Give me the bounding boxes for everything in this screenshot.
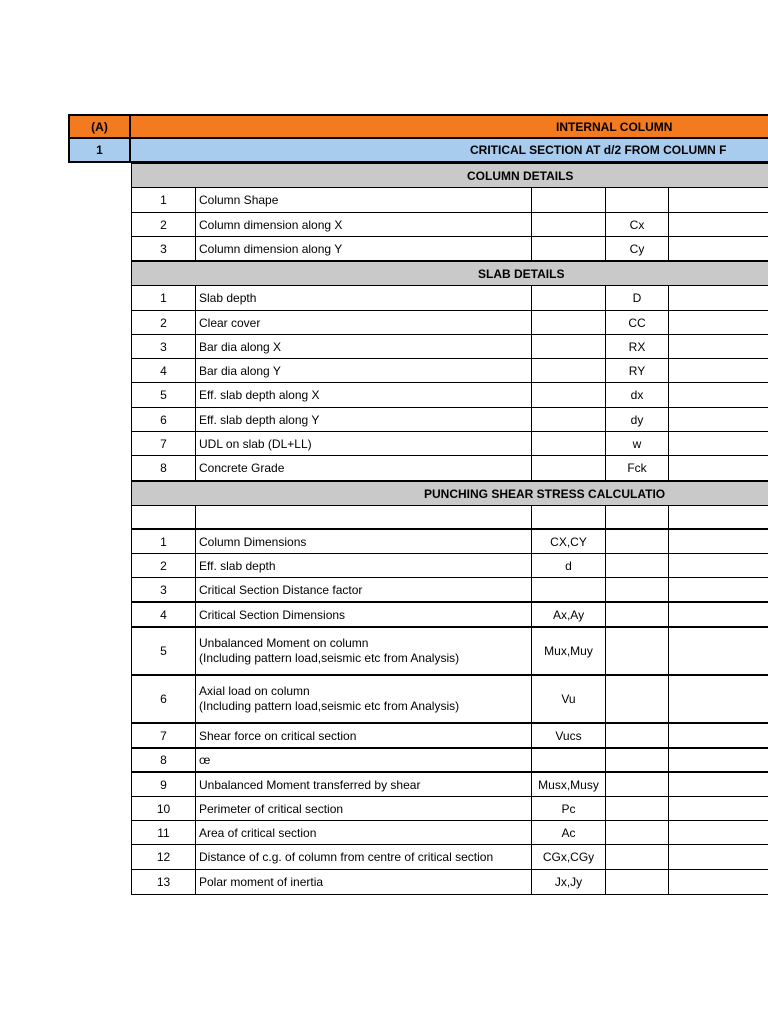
row-number[interactable]: 4 xyxy=(131,359,195,382)
row-description[interactable]: Eff. slab depth along Y xyxy=(195,408,531,431)
table-row xyxy=(131,773,768,797)
row-description[interactable]: Critical Section Dimensions xyxy=(195,603,531,626)
row-description[interactable]: Critical Section Distance factor xyxy=(195,578,531,601)
description-note: (Including pattern load,seismic etc from Analysis) xyxy=(199,651,460,665)
row-symbol[interactable]: Jx,Jy xyxy=(531,870,605,894)
row-number[interactable]: 2 xyxy=(131,311,195,334)
row-notation[interactable]: RY xyxy=(605,359,669,382)
row-value[interactable] xyxy=(605,628,669,674)
row-value[interactable] xyxy=(605,749,669,771)
row-number[interactable]: 13 xyxy=(131,870,195,894)
critical-section-header xyxy=(68,139,768,163)
table-row xyxy=(131,311,768,335)
row-number[interactable]: 5 xyxy=(131,628,195,674)
row-description[interactable]: Eff. slab depth along X xyxy=(195,383,531,407)
subsection-label: 1 xyxy=(96,143,103,157)
row-symbol[interactable] xyxy=(531,383,605,407)
table-row xyxy=(131,335,768,359)
table-row xyxy=(131,749,768,773)
row-notation[interactable]: Cx xyxy=(605,213,669,236)
table-row xyxy=(131,383,768,408)
row-description[interactable]: Column Shape xyxy=(195,188,531,212)
row-description[interactable]: Unbalanced Moment transferred by shear xyxy=(195,773,531,796)
row-number[interactable]: 4 xyxy=(131,603,195,626)
row-symbol[interactable] xyxy=(531,456,605,480)
row-symbol[interactable]: Vu xyxy=(531,676,605,722)
row-number[interactable]: 7 xyxy=(131,724,195,747)
description-line: Unbalanced Moment on column xyxy=(199,636,369,650)
table-row xyxy=(131,530,768,554)
section-label-cell[interactable] xyxy=(68,116,131,137)
row-value[interactable] xyxy=(605,821,669,844)
row-description[interactable]: œ xyxy=(195,749,531,771)
section-title-cell[interactable] xyxy=(131,116,768,137)
row-description[interactable]: Distance of c.g. of column from centre of critical section xyxy=(195,845,531,869)
row-description[interactable]: Slab depth xyxy=(195,286,531,310)
row-number[interactable]: 1 xyxy=(131,188,195,212)
subsection-label-cell[interactable] xyxy=(68,139,131,161)
row-symbol[interactable]: Ax,Ay xyxy=(531,603,605,626)
row-symbol[interactable]: Mux,Muy xyxy=(531,628,605,674)
row-number[interactable]: 8 xyxy=(131,456,195,480)
row-description[interactable] xyxy=(195,628,531,674)
row-symbol[interactable] xyxy=(531,286,605,310)
section-label: (A) xyxy=(91,119,108,134)
row-description[interactable]: Concrete Grade xyxy=(195,456,531,480)
row-symbol[interactable]: CX,CY xyxy=(531,530,605,553)
row-description[interactable]: Clear cover xyxy=(195,311,531,334)
row-number[interactable]: 2 xyxy=(131,554,195,577)
row-value[interactable] xyxy=(605,554,669,577)
table-row xyxy=(131,603,768,628)
row-notation[interactable]: D xyxy=(605,286,669,310)
row-symbol[interactable] xyxy=(531,359,605,382)
row-value[interactable] xyxy=(605,676,669,722)
description-note: (Including pattern load,seismic etc from Analysis) xyxy=(199,699,460,713)
table-row xyxy=(131,676,768,724)
row-description[interactable] xyxy=(195,676,531,722)
slab-details-title: SLAB DETAILS xyxy=(478,266,565,281)
row-notation[interactable]: CC xyxy=(605,311,669,334)
subsection-title: CRITICAL SECTION AT d/2 FROM COLUMN F xyxy=(470,143,727,157)
row-description[interactable]: Eff. slab depth xyxy=(195,554,531,577)
row-description[interactable]: Bar dia along Y xyxy=(195,359,531,382)
blank-row xyxy=(131,506,768,530)
row-symbol[interactable]: Pc xyxy=(531,797,605,820)
row-number[interactable]: 6 xyxy=(131,676,195,722)
internal-column-header xyxy=(68,114,768,139)
row-number[interactable]: 1 xyxy=(131,530,195,553)
table-row xyxy=(131,408,768,432)
row-description[interactable]: Area of critical section xyxy=(195,821,531,844)
row-symbol[interactable]: Ac xyxy=(531,821,605,844)
row-number[interactable]: 3 xyxy=(131,335,195,358)
description-line: Axial load on column xyxy=(199,684,310,698)
row-value[interactable] xyxy=(605,530,669,553)
table-row xyxy=(131,845,768,870)
row-number[interactable]: 1 xyxy=(131,286,195,310)
row-description[interactable]: Column Dimensions xyxy=(195,530,531,553)
row-number[interactable]: 2 xyxy=(131,213,195,236)
table-row xyxy=(131,821,768,845)
row-symbol[interactable] xyxy=(531,408,605,431)
row-notation[interactable]: w xyxy=(605,432,669,455)
table-row xyxy=(131,213,768,237)
row-symbol[interactable] xyxy=(531,749,605,771)
row-number[interactable] xyxy=(131,506,195,528)
row-number[interactable]: 7 xyxy=(131,432,195,455)
row-description[interactable]: Column dimension along Y xyxy=(195,237,531,260)
row-notation[interactable] xyxy=(605,188,669,212)
table-row xyxy=(131,286,768,311)
row-number[interactable]: 8 xyxy=(131,749,195,771)
row-description[interactable]: Shear force on critical section xyxy=(195,724,531,747)
row-symbol[interactable]: CGx,CGy xyxy=(531,845,605,869)
row-symbol[interactable] xyxy=(531,335,605,358)
row-description[interactable] xyxy=(195,506,531,528)
punching-shear-header[interactable] xyxy=(131,481,768,506)
table-row xyxy=(131,797,768,821)
row-symbol[interactable]: d xyxy=(531,554,605,577)
row-value[interactable] xyxy=(605,797,669,820)
row-symbol[interactable] xyxy=(531,237,605,260)
slab-details-header[interactable] xyxy=(131,261,768,286)
row-number[interactable]: 6 xyxy=(131,408,195,431)
row-notation[interactable]: dy xyxy=(605,408,669,431)
row-notation[interactable]: Fck xyxy=(605,456,669,480)
section-title: INTERNAL COLUMN xyxy=(556,119,673,134)
row-symbol[interactable]: Musx,Musy xyxy=(531,773,605,796)
table-row xyxy=(131,628,768,676)
row-value[interactable] xyxy=(605,870,669,894)
row-description[interactable]: Polar moment of inertia xyxy=(195,870,531,894)
row-number[interactable]: 9 xyxy=(131,773,195,796)
row-description[interactable]: Column dimension along X xyxy=(195,213,531,236)
row-description[interactable]: UDL on slab (DL+LL) xyxy=(195,432,531,455)
row-notation[interactable]: Cy xyxy=(605,237,669,260)
column-details-title: COLUMN DETAILS xyxy=(467,168,574,183)
row-symbol[interactable] xyxy=(531,213,605,236)
row-value[interactable] xyxy=(605,773,669,796)
row-number[interactable]: 10 xyxy=(131,797,195,820)
table-row xyxy=(131,456,768,481)
table-row xyxy=(131,188,768,213)
punching-shear-title: PUNCHING SHEAR STRESS CALCULATIO xyxy=(424,486,666,501)
row-value[interactable] xyxy=(605,845,669,869)
row-number[interactable]: 3 xyxy=(131,578,195,601)
row-symbol[interactable] xyxy=(531,432,605,455)
row-symbol[interactable]: Vucs xyxy=(531,724,605,747)
table-row xyxy=(131,359,768,383)
row-number[interactable]: 3 xyxy=(131,237,195,260)
row-number[interactable]: 12 xyxy=(131,845,195,869)
row-symbol[interactable] xyxy=(531,311,605,334)
table-row xyxy=(131,432,768,456)
row-symbol[interactable] xyxy=(531,506,605,528)
column-details-header[interactable] xyxy=(131,163,768,188)
table-row xyxy=(131,237,768,261)
table-row xyxy=(131,554,768,578)
row-number[interactable]: 11 xyxy=(131,821,195,844)
row-value[interactable] xyxy=(605,578,669,601)
row-description[interactable]: Bar dia along X xyxy=(195,335,531,358)
row-value[interactable] xyxy=(605,724,669,747)
row-number[interactable]: 5 xyxy=(131,383,195,407)
row-value[interactable] xyxy=(605,603,669,626)
row-value[interactable] xyxy=(605,506,669,528)
row-description[interactable]: Perimeter of critical section xyxy=(195,797,531,820)
row-symbol[interactable] xyxy=(531,188,605,212)
table-row xyxy=(131,724,768,749)
row-notation[interactable]: dx xyxy=(605,383,669,407)
row-notation[interactable]: RX xyxy=(605,335,669,358)
subsection-title-cell[interactable] xyxy=(131,139,768,161)
table-row xyxy=(131,870,768,895)
row-symbol[interactable] xyxy=(531,578,605,601)
table-row xyxy=(131,578,768,603)
